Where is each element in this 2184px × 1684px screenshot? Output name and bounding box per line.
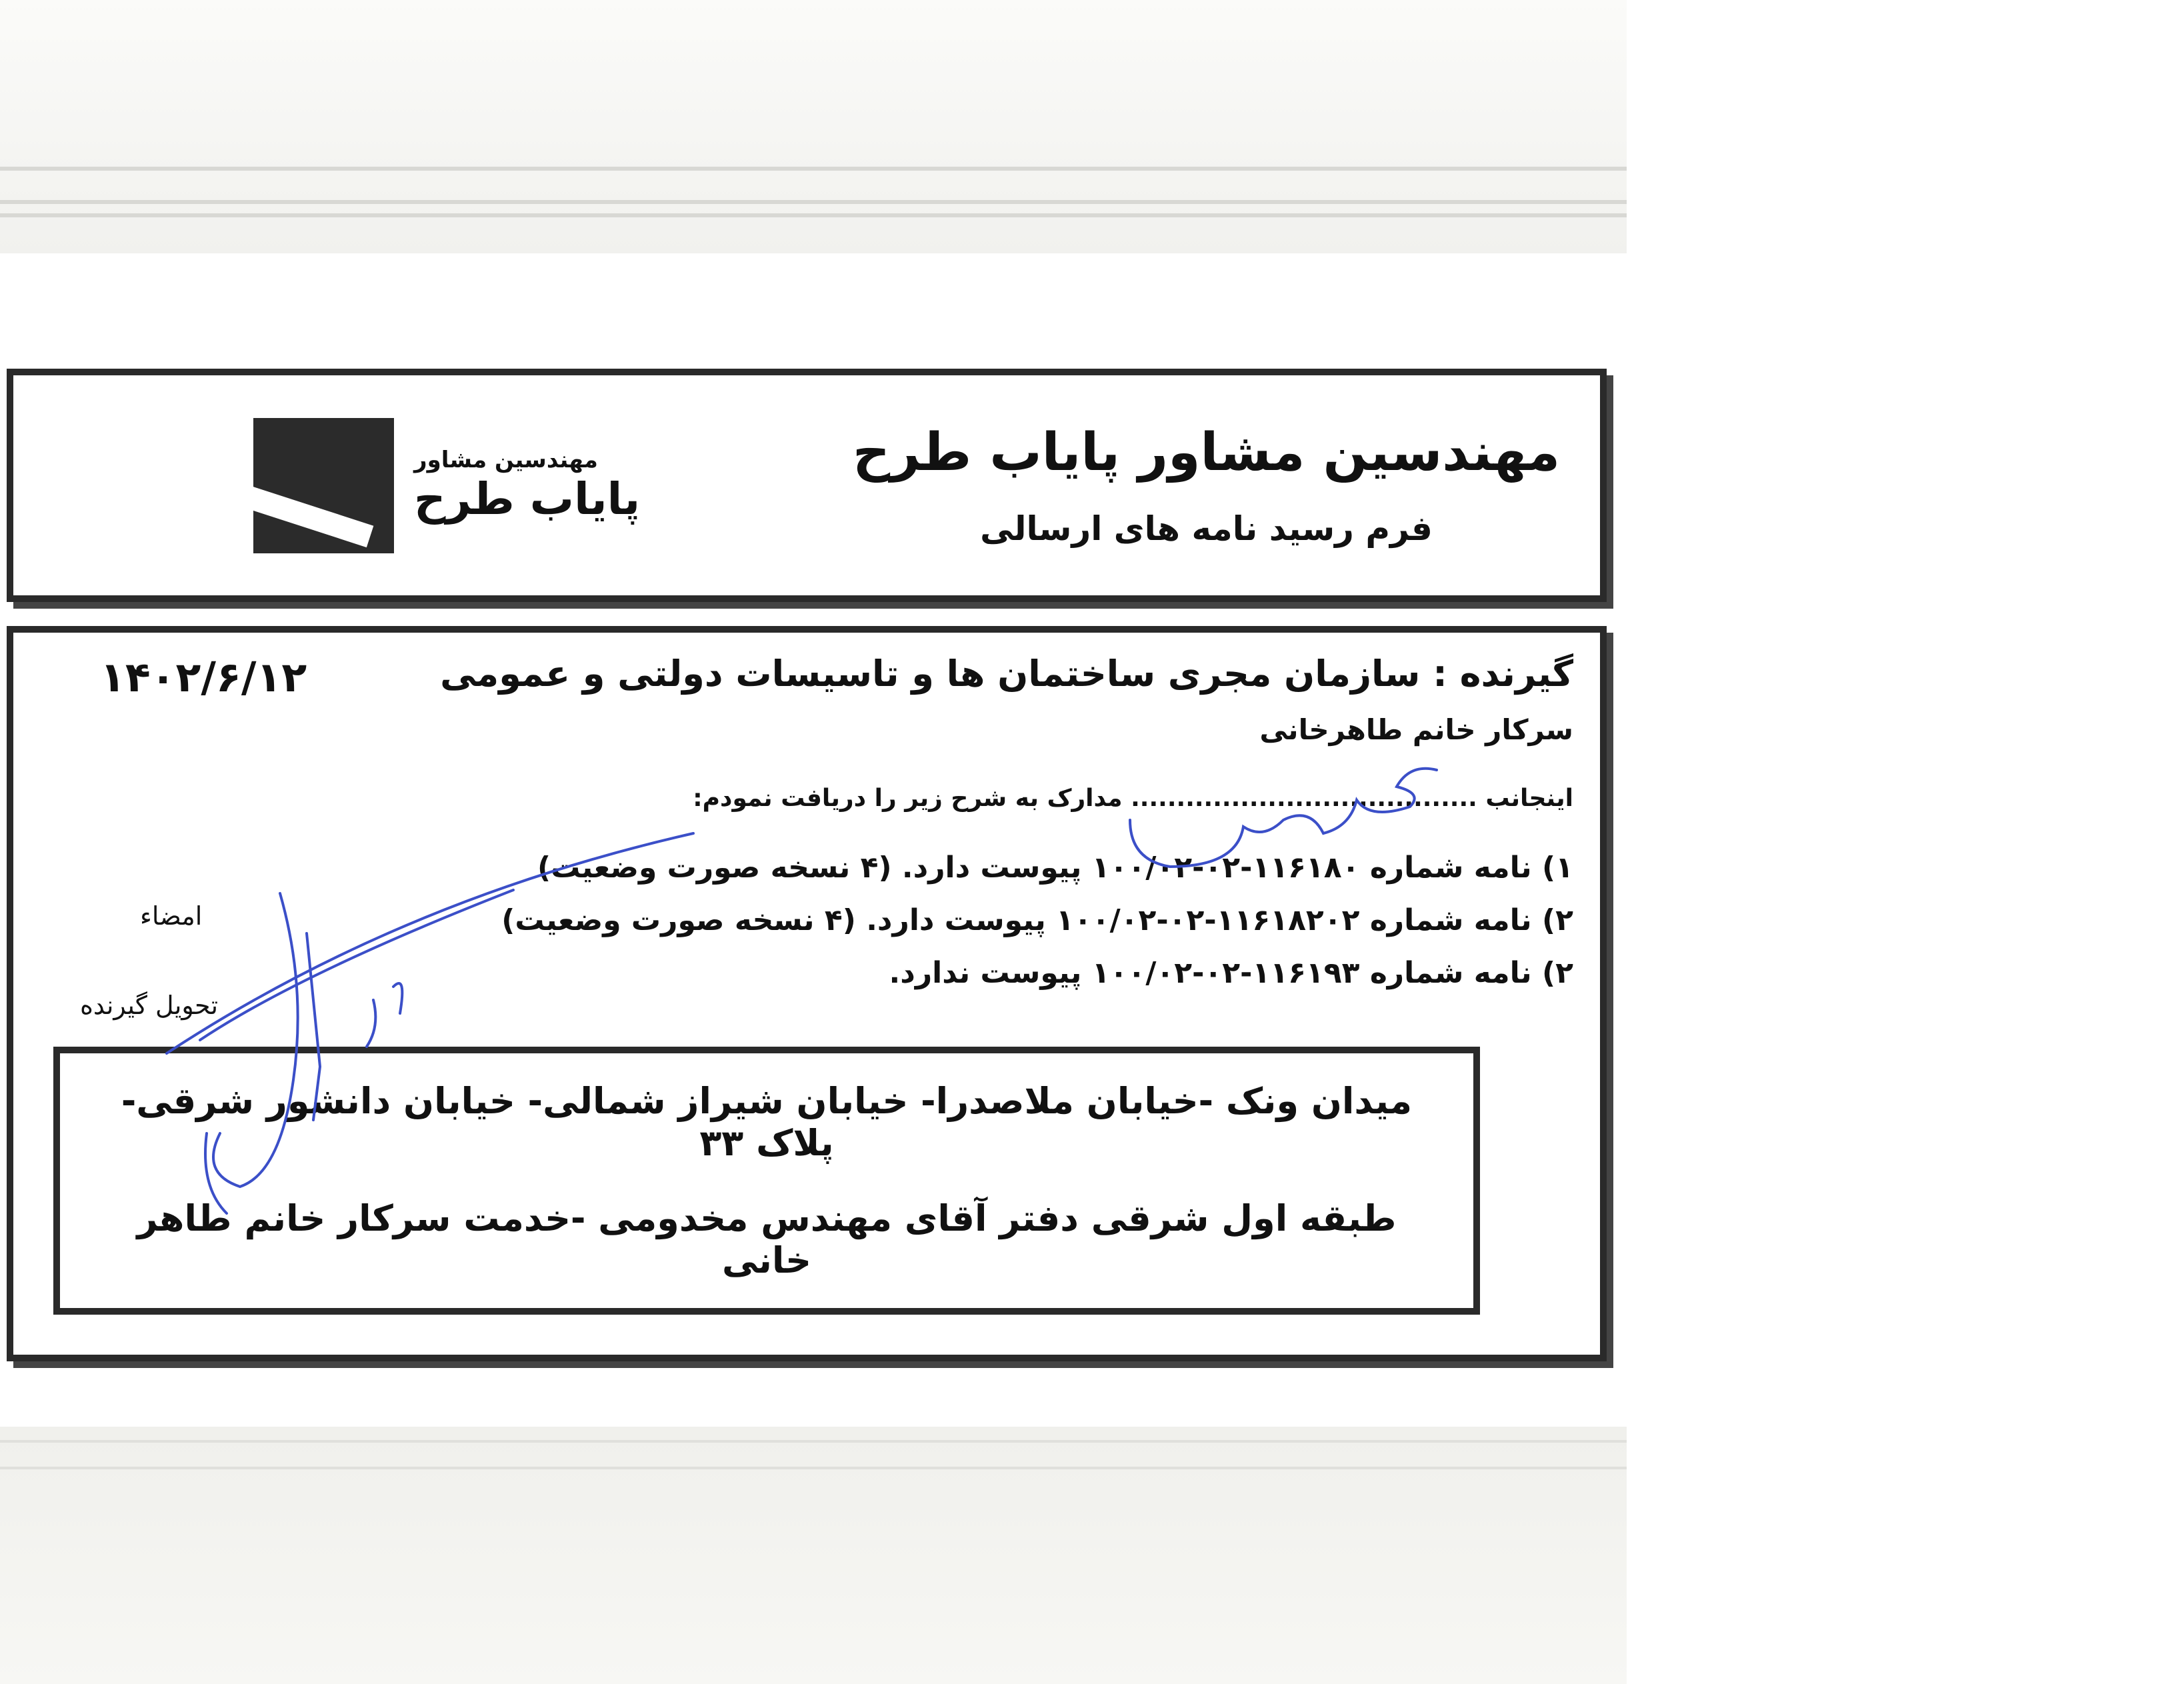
recipient: گیرنده : سازمان مجری ساختمان ها و تاسیسات دولتی و عمومی: [440, 653, 1573, 695]
address-box: [53, 1047, 1480, 1315]
logo-text-small: مهندسین مشاور: [414, 446, 598, 473]
item-1: ۱) نامه شماره ۱۱۶۱۸۰-۰۲-۱۰۰/۰۲ پیوست دارد. (۴ نسخه صورت وضعیت): [537, 851, 1573, 885]
logo-text-large: پایاب طرح: [414, 473, 641, 525]
signature-label: امضاء: [140, 901, 203, 931]
receiver-label: تحویل گیرنده: [80, 991, 219, 1020]
statement: اینجانب ...................................... مدارک به شرح زیر را دریافت نمودم:: [693, 785, 1573, 812]
date: ۱۴۰۲/۶/۱۲: [100, 653, 307, 701]
company-logo: [253, 418, 394, 553]
form-title: فرم رسید نامه های ارسالی: [980, 509, 1433, 548]
attention-line: سرکار خانم طاهرخانی: [1259, 713, 1573, 746]
address-line-1: میدان ونک -خیابان ملاصدرا- خیابان شیراز شمالی- خیابان دانشور شرقی- پلاک ۳۳: [121, 1080, 1413, 1164]
header-box: [7, 369, 1607, 602]
item-3: ۲) نامه شماره ۱۱۶۱۹۳-۰۲-۱۰۰/۰۲ پیوست ندارد.: [889, 956, 1573, 990]
address-line-2: طبقه اول شرقی دفتر آقای مهندس مخدومی -خدمت سرکار خانم طاهر خانی: [137, 1197, 1397, 1281]
item-2: ۲) نامه شماره ۱۱۶۱۸۲۰۲-۰۲-۱۰۰/۰۲ پیوست دارد. (۴ نسخه صورت وضعیت): [501, 903, 1573, 937]
company-name: مهندسین مشاور پایاب طرح: [853, 423, 1560, 483]
receipt-box: [7, 626, 1607, 1361]
scan-margin-bottom: [0, 1427, 1627, 1684]
company-logo-group: [253, 418, 640, 553]
